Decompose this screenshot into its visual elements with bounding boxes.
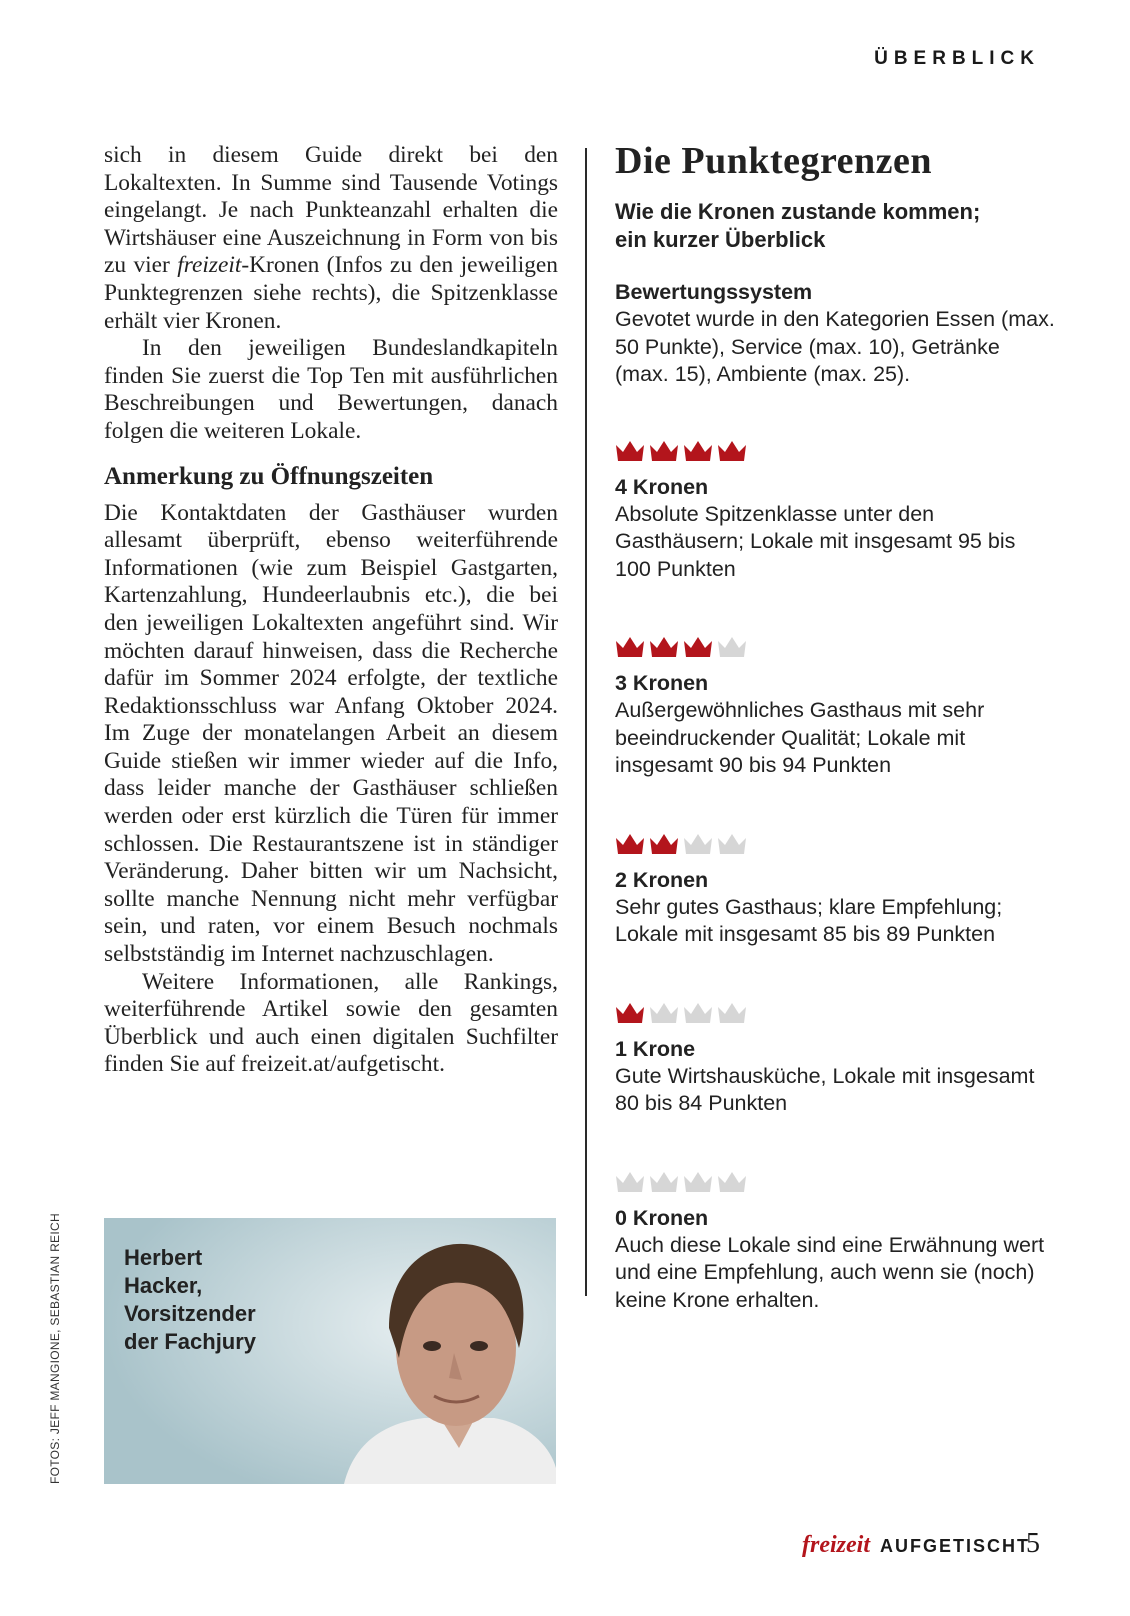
crown-empty-icon (649, 1170, 679, 1194)
crown-filled-icon (615, 439, 645, 463)
crown-empty-icon (683, 832, 713, 856)
tier-title: 3 Kronen (615, 671, 709, 695)
crown-rating (615, 439, 1055, 467)
rating-system-title: Bewertungssystem (615, 280, 813, 304)
crown-rating (615, 1170, 1055, 1198)
photo-credit: FOTOS: JEFF MANGIONE, SEBASTIAN REICH (48, 1213, 62, 1484)
section-label: ÜBERBLICK (874, 48, 1040, 69)
crown-tier (615, 635, 1055, 780)
crown-rating (615, 832, 1055, 860)
points-title: Die Punktegrenzen (615, 140, 933, 182)
column-divider (585, 148, 587, 1296)
intro-paragraph: sich in diesem Guide direkt bei den Lokaltexten. In Summe sind Tausende Votings eingelangt. Je nach Punkteanzahl erhalten die Wirtshäuser eine Auszeichnung in Form von bis zu vier freizeit-Kronen (Infos zu den jeweiligen Punktegrenzen siehe rechts), die Spitzenklasse erhält vier Kronen. (104, 142, 558, 334)
crown-empty-icon (683, 1001, 713, 1025)
points-subtitle: Wie die Kronen zustande kommen; ein kurzer Überblick (615, 199, 981, 252)
tier-title: 1 Krone (615, 1036, 696, 1061)
footer-brand: freizeit (802, 1532, 870, 1558)
tier-title: 2 Kronen (615, 867, 709, 892)
left-column (104, 142, 558, 1079)
crown-rating (615, 635, 1055, 663)
crown-filled-icon (649, 635, 679, 659)
crown-empty-icon (683, 1170, 713, 1194)
opening-hours-paragraph: Die Kontaktdaten der Gasthäuser wurden allesamt überprüft, ebenso weiterführende Informationen (wie zum Beispiel Gastgarten, Kartenzahlung, Hundeerlaubnis etc.), die bei den jeweiligen Lokaltexten angeführt sind. Wir möchten darauf hinweisen, dass die Recherche dafür im Sommer 2024 erfolgte, der textliche Redaktionsschluss war Anfang Oktober 2024. Im Zuge der monatelangen Arbeit an diesem Guide stießen wir immer wieder auf die Info, dass leider manche der Gasthäuser schließen werden oder erst kürzlich die Türen für immer schlossen. Die Restaurantszene ist in ständiger Veränderung. Daher bitten wir um Nachsicht, sollte manche Nennung nicht mehr verfügbar sein, und raten, vor einem Besuch nochmals selbstständig im Internet nachzuschlagen. (104, 499, 558, 968)
more-info-paragraph: Weitere Informationen, alle Rankings, weiterführende Artikel sowie den gesamten Überblick und auch einen digitalen Suchfilter finden Sie auf freizeit.at/aufgetischt. (104, 968, 558, 1078)
tier-description: Absolute Spitzenklasse unter den Gasthäusern; Lokale mit insgesamt 95 bis 100 Punkten (615, 501, 1016, 581)
crown-tiers (615, 439, 1055, 1315)
chapters-paragraph: In den jeweiligen Bundeslandkapiteln finden Sie zuerst die Top Ten mit ausführlichen Beschreibungen und Bewertungen, danach folgen die weiteren Lokale. (104, 335, 558, 444)
crown-filled-icon (717, 439, 747, 463)
crown-tier (615, 1170, 1055, 1315)
crown-empty-icon (717, 832, 747, 856)
crown-empty-icon (615, 1170, 645, 1194)
tier-description: Gute Wirtshausküche, Lokale mit insgesamt 80 bis 84 Punkten (615, 1063, 1035, 1115)
crown-filled-icon (615, 635, 645, 659)
tier-title: 0 Kronen (615, 1205, 709, 1230)
crown-filled-icon (649, 832, 679, 856)
page-number: 5 (1026, 1528, 1040, 1559)
crown-tier (615, 439, 1055, 584)
opening-hours-heading: Anmerkung zu Öffnungszeiten (104, 462, 434, 490)
crown-filled-icon (683, 635, 713, 659)
tier-description: Sehr gutes Gasthaus; klare Empfehlung; Lokale mit insgesamt 85 bis 89 Punkten (615, 894, 1003, 946)
crown-empty-icon (717, 1001, 747, 1025)
photo-caption: Herbert Hacker, Vorsitzender der Fachjury (124, 1245, 257, 1354)
crown-filled-icon (683, 439, 713, 463)
footer-title: AUFGETISCHT (880, 1536, 1030, 1556)
right-column (615, 138, 1055, 1366)
jury-photo (104, 1218, 556, 1484)
crown-filled-icon (615, 1001, 645, 1025)
crown-rating (615, 1001, 1055, 1029)
tier-description: Außergewöhnliches Gasthaus mit sehr beeindruckender Qualität; Lokale mit insgesamt 90 bis 94 Punkten (615, 698, 985, 777)
crown-filled-icon (615, 832, 645, 856)
crown-empty-icon (717, 635, 747, 659)
tier-title: 4 Kronen (615, 474, 709, 499)
crown-empty-icon (649, 1001, 679, 1025)
crown-filled-icon (649, 439, 679, 463)
crown-tier (615, 832, 1055, 949)
tier-description: Auch diese Lokale sind eine Erwähnung wert und eine Empfehlung, auch wenn sie (noch) keine Krone erhalten. (615, 1232, 1045, 1312)
footer (802, 1532, 1030, 1559)
brand-inline: freizeit (177, 252, 242, 279)
crown-tier (615, 1001, 1055, 1118)
rating-system-body: Gevotet wurde in den Kategorien Essen (max. 50 Punkte), Service (max. 10), Getränke (max. 15), Ambiente (max. 25). (615, 307, 1055, 386)
crown-empty-icon (717, 1170, 747, 1194)
